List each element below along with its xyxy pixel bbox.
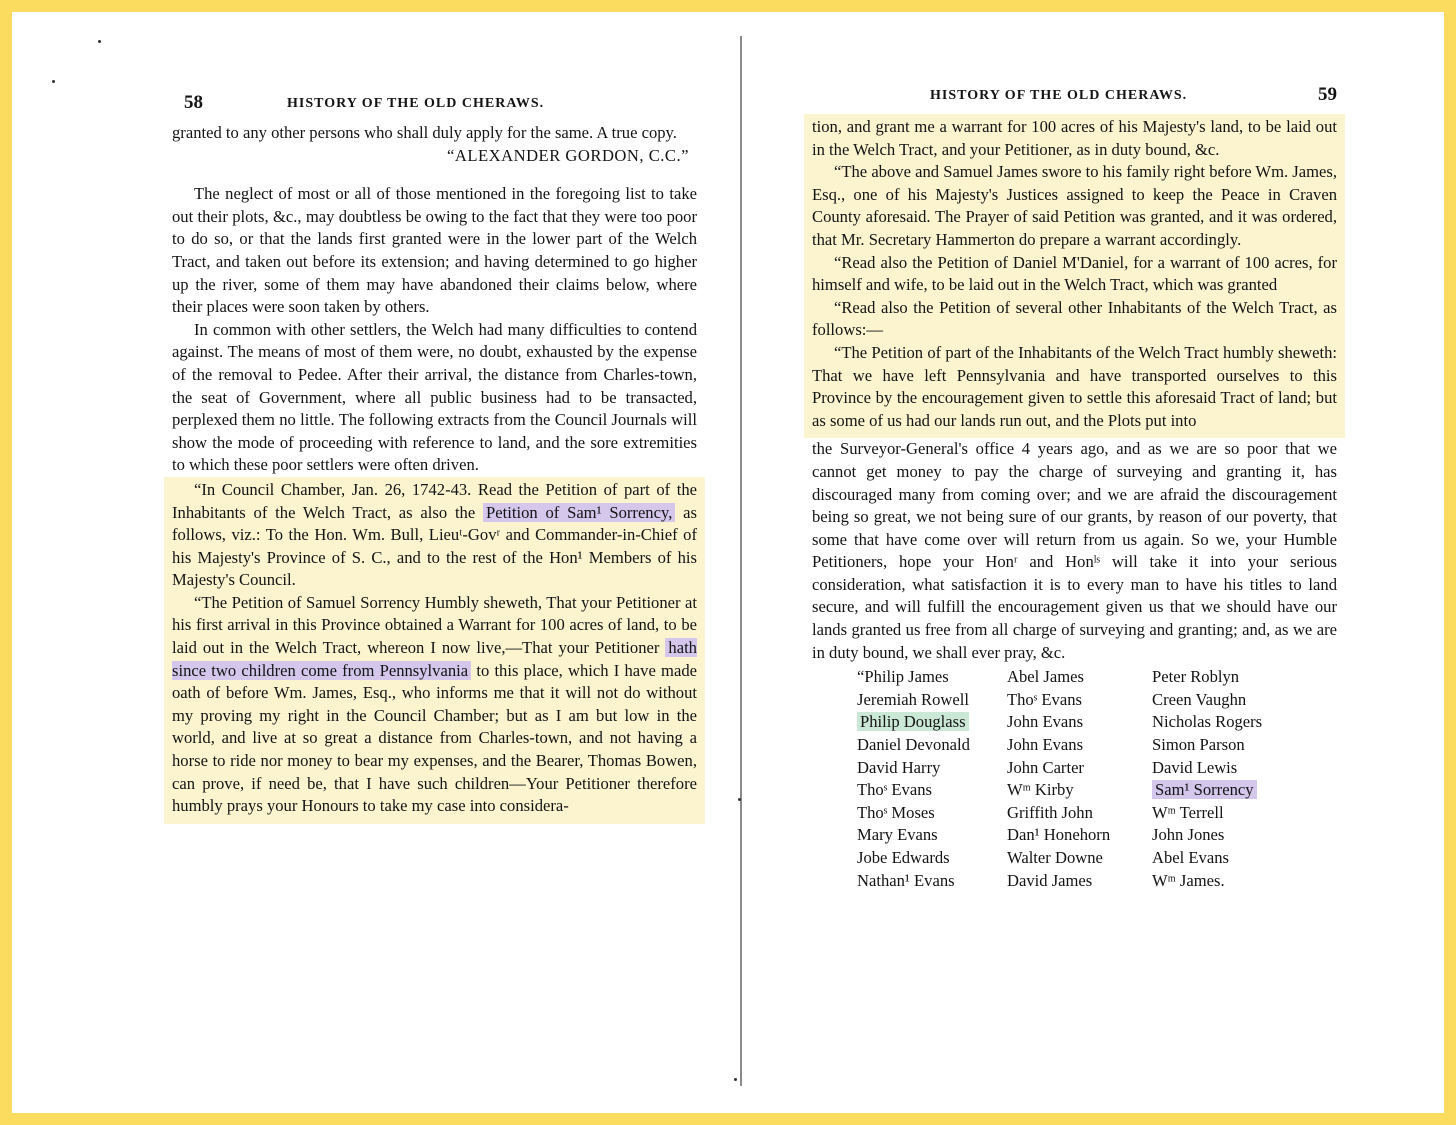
petitioner-name: [1007, 824, 1152, 847]
left-running-title: HISTORY OF THE OLD CHERAWS.: [287, 96, 545, 111]
petitioner-name: [857, 689, 1007, 712]
petitioner-name: [857, 779, 1007, 802]
petitioner-name: [1152, 779, 1302, 802]
petitioner-name-text: Wᵐ Kirby: [1007, 780, 1074, 800]
petitioner-name-text: Nicholas Rogers: [1152, 712, 1263, 732]
petitioner-name: [857, 757, 1007, 780]
petitioner-name: [1152, 802, 1302, 825]
petitioner-name-text: Philip Douglass: [857, 712, 969, 731]
left-running-head: [172, 92, 697, 122]
petitioner-name: [1152, 757, 1302, 780]
left-page-number: 58: [184, 92, 203, 113]
petitioner-name: [857, 870, 1007, 893]
scan-speck: [738, 798, 741, 801]
scan-speck: [734, 1078, 737, 1081]
petitioner-name-text: Jobe Edwards: [857, 848, 950, 867]
petitioner-name: [1152, 689, 1302, 712]
petitioner-name-text: Walter Downe: [1007, 848, 1103, 867]
petitioner-name-text: David James: [1007, 870, 1093, 890]
petitioner-name: [857, 711, 1007, 734]
petitioner-name: [1152, 711, 1302, 734]
petitioner-name-text: Sam¹ Sorrency: [1152, 780, 1257, 799]
petitioner-name-text: Thoˢ Evans: [1007, 689, 1082, 709]
petitioner-name-text: Wᵐ Terrell: [1152, 802, 1224, 822]
petitioner-name-text: Daniel Devonald: [857, 735, 970, 755]
right-running-head: [812, 84, 1337, 114]
petitioner-name: [1007, 802, 1152, 825]
petitioner-name: [857, 666, 1007, 689]
petitioner-name-text: David Harry: [857, 757, 941, 777]
petitioner-name: [1007, 689, 1152, 712]
scan-speck: [98, 40, 101, 43]
scan-speck: [52, 80, 55, 83]
right-body-text: [812, 114, 1337, 892]
petitioner-name-text: Simon Parson: [1152, 735, 1245, 755]
petitioner-name-text: Creen Vaughn: [1152, 689, 1247, 709]
petitioner-name-text: Nathan¹ Evans: [857, 870, 955, 890]
petitioner-name-text: John Jones: [1152, 825, 1225, 845]
petitioner-name: [1007, 870, 1152, 893]
highlighted-petition-block: [804, 114, 1345, 438]
petitioner-name: [1007, 847, 1152, 870]
petitioner-name-text: “Philip James: [857, 667, 949, 687]
several-paragraph: “Read also the Petition of several other Inhabitants of the Welch Tract, as follows:—: [812, 297, 1337, 340]
right-page: [812, 84, 1337, 892]
highlight-petition-sorrency: Petition of Sam¹ Sorrency,: [483, 503, 675, 522]
petitioner-name-text: John Evans: [1007, 712, 1084, 732]
book-gutter: [740, 36, 742, 1086]
petitioner-name: [857, 824, 1007, 847]
mdaniel-paragraph: “Read also the Petition of Daniel M'Daniel, for a warrant of 100 acres, for himself and wife, to be laid out in the Welch Tract, which was granted: [812, 252, 1337, 295]
petitioner-name-text: John Carter: [1007, 757, 1084, 777]
petitioner-name-text: John Evans: [1007, 735, 1084, 755]
petitioner-name-text: David Lewis: [1152, 757, 1238, 777]
neglect-paragraph: The neglect of most or all of those mentioned in the foregoing list to take out their plots, &c., may doubtless be owing to the fact that they were too poor to do so, or that the lands first granted were in the lower part of the Welch Tract, and taken out before its extension; and having determined to go higher up the river, some of them may have abandoned their claims below, where their places were soon taken by others.: [172, 184, 697, 317]
petitioner-name-text: Thoˢ Evans: [857, 780, 932, 800]
petitioner-name: [1152, 666, 1302, 689]
petitioner-name-text: Abel James: [1007, 667, 1084, 687]
petitioner-name: [1152, 870, 1302, 893]
petitioner-name: [857, 734, 1007, 757]
petitioner-name: [1007, 666, 1152, 689]
intro-paragraph: granted to any other persons who shall duly apply for the same. A true copy.: [172, 123, 677, 142]
petitioner-name: [1007, 711, 1152, 734]
petitioner-name-text: Dan¹ Honehorn: [1007, 825, 1111, 845]
right-running-title: HISTORY OF THE OLD CHERAWS.: [930, 88, 1188, 103]
book-spread: [12, 12, 1444, 1113]
petitioner-name-text: Thoˢ Moses: [857, 802, 935, 822]
signature: “ALEXANDER GORDON, C.C.”: [447, 145, 689, 165]
petitioner-name-text: Wᵐ James.: [1152, 870, 1225, 890]
swore-paragraph: “The above and Samuel James swore to his family right before Wm. James, Esq., one of his Majesty's Justices assigned to keep the Peace in Craven County aforesaid. The Prayer of said Petition was granted, and it was ordered, that Mr. Secretary Hammerton do prepare a warrant accordingly.: [812, 162, 1337, 249]
highlighted-council-extract: [164, 477, 705, 824]
petitioner-name-text: Jeremiah Rowell: [857, 689, 969, 709]
petitioner-name-text: Mary Evans: [857, 825, 938, 845]
left-body-text: [172, 122, 697, 824]
petitioner-name-text: Abel Evans: [1152, 848, 1229, 867]
council-paragraph: “In Council Chamber, Jan. 26, 1742-43. Read the Petition of part of the Inhabitants of the Welch Tract, as also the Petition of Sam¹ Sorrency, as follows, viz.: To the Hon. Wm. Bull, Lieuᵗ-Govʳ and Commander-in-Chief of his Majesty's Province of S. C., and to the rest of the Hon¹ Members of his Majesty's Council.: [172, 479, 697, 590]
petitioner-name: [857, 847, 1007, 870]
petitioner-name: [857, 802, 1007, 825]
right-page-number: 59: [1318, 84, 1337, 105]
inhabitants-petition-continued: the Surveyor-General's office 4 years ago, and as we are so poor that we cannot get money to pay the charge of surveying and granting it, has discouraged many from coming over; and we are afraid the discouragement being so great, we not being sure of our grants, by reason of our poverty, that some that have come over will return from us again. So we, your Humble Petitioners, hope your Honʳ and Honˡˢ will take it into your serious consideration, what satisfaction it is to every man to have his titles to land secure, and will fulfill the encouragement given us that we should have our lands granted us free from all charge of surveying and granting; and, as we are in duty bound, we shall ever pray, &c.: [812, 439, 1337, 662]
petitioner-name: [1007, 734, 1152, 757]
petitioner-name: [1007, 779, 1152, 802]
petitioner-name-text: Peter Roblyn: [1152, 667, 1240, 687]
inhabitants-petition-paragraph: “The Petition of part of the Inhabitants of the Welch Tract humbly sheweth: That we have left Pennsylvania and have transported ourselves to this Province by the encouragement given to settle this aforesaid Tract of land; but as some of us had our lands run out, and the Plots put into: [812, 342, 1337, 430]
petitioner-names: [857, 666, 1337, 892]
petitioner-name: [1152, 824, 1302, 847]
left-page: [172, 92, 697, 824]
petitioner-name: [1007, 757, 1152, 780]
highlight-children-pennsylvania: hath since two children come from Pennsylvania: [172, 638, 697, 680]
grant-paragraph: tion, and grant me a warrant for 100 acres of his Majesty's land, to be laid out in the Welch Tract, and your Petitioner, as in duty bound, &c.: [812, 117, 1337, 159]
petition-paragraph: “The Petition of Samuel Sorrency Humbly sheweth, That your Petitioner at his first arrival in this Province obtained a Warrant for 100 acres of land, to be laid out in the Welch Tract, whereon I now live,—That your Petitioner hath since two children come from Pennsylvania to this place, which I have made oath of before Wm. James, Esq., who informs me that it will not do without my proving my right in the Council Chamber; but as I am but low in the world, and live at so great a distance from Charles-town, and not having a horse to ride nor money to bear my expenses, and the Bearer, Thomas Bowen, can prove, if need be, that I have such children—Your Petitioner therefore humbly prays your Honours to take my case into considera-: [172, 592, 697, 816]
petitioner-name: [1152, 734, 1302, 757]
common-paragraph: In common with other settlers, the Welch had many difficulties to contend against. The means of most of them were, no doubt, exhausted by the expense of the removal to Pedee. After their arrival, the distance from Charles-town, the seat of Government, where all public business had to be transacted, perplexed them no little. The following extracts from the Council Journals will show the mode of proceeding with reference to land, and the sore extremities to which these poor settlers were often driven.: [172, 319, 697, 475]
petitioner-name: [1152, 847, 1302, 870]
petitioner-name-text: Griffith John: [1007, 802, 1093, 822]
